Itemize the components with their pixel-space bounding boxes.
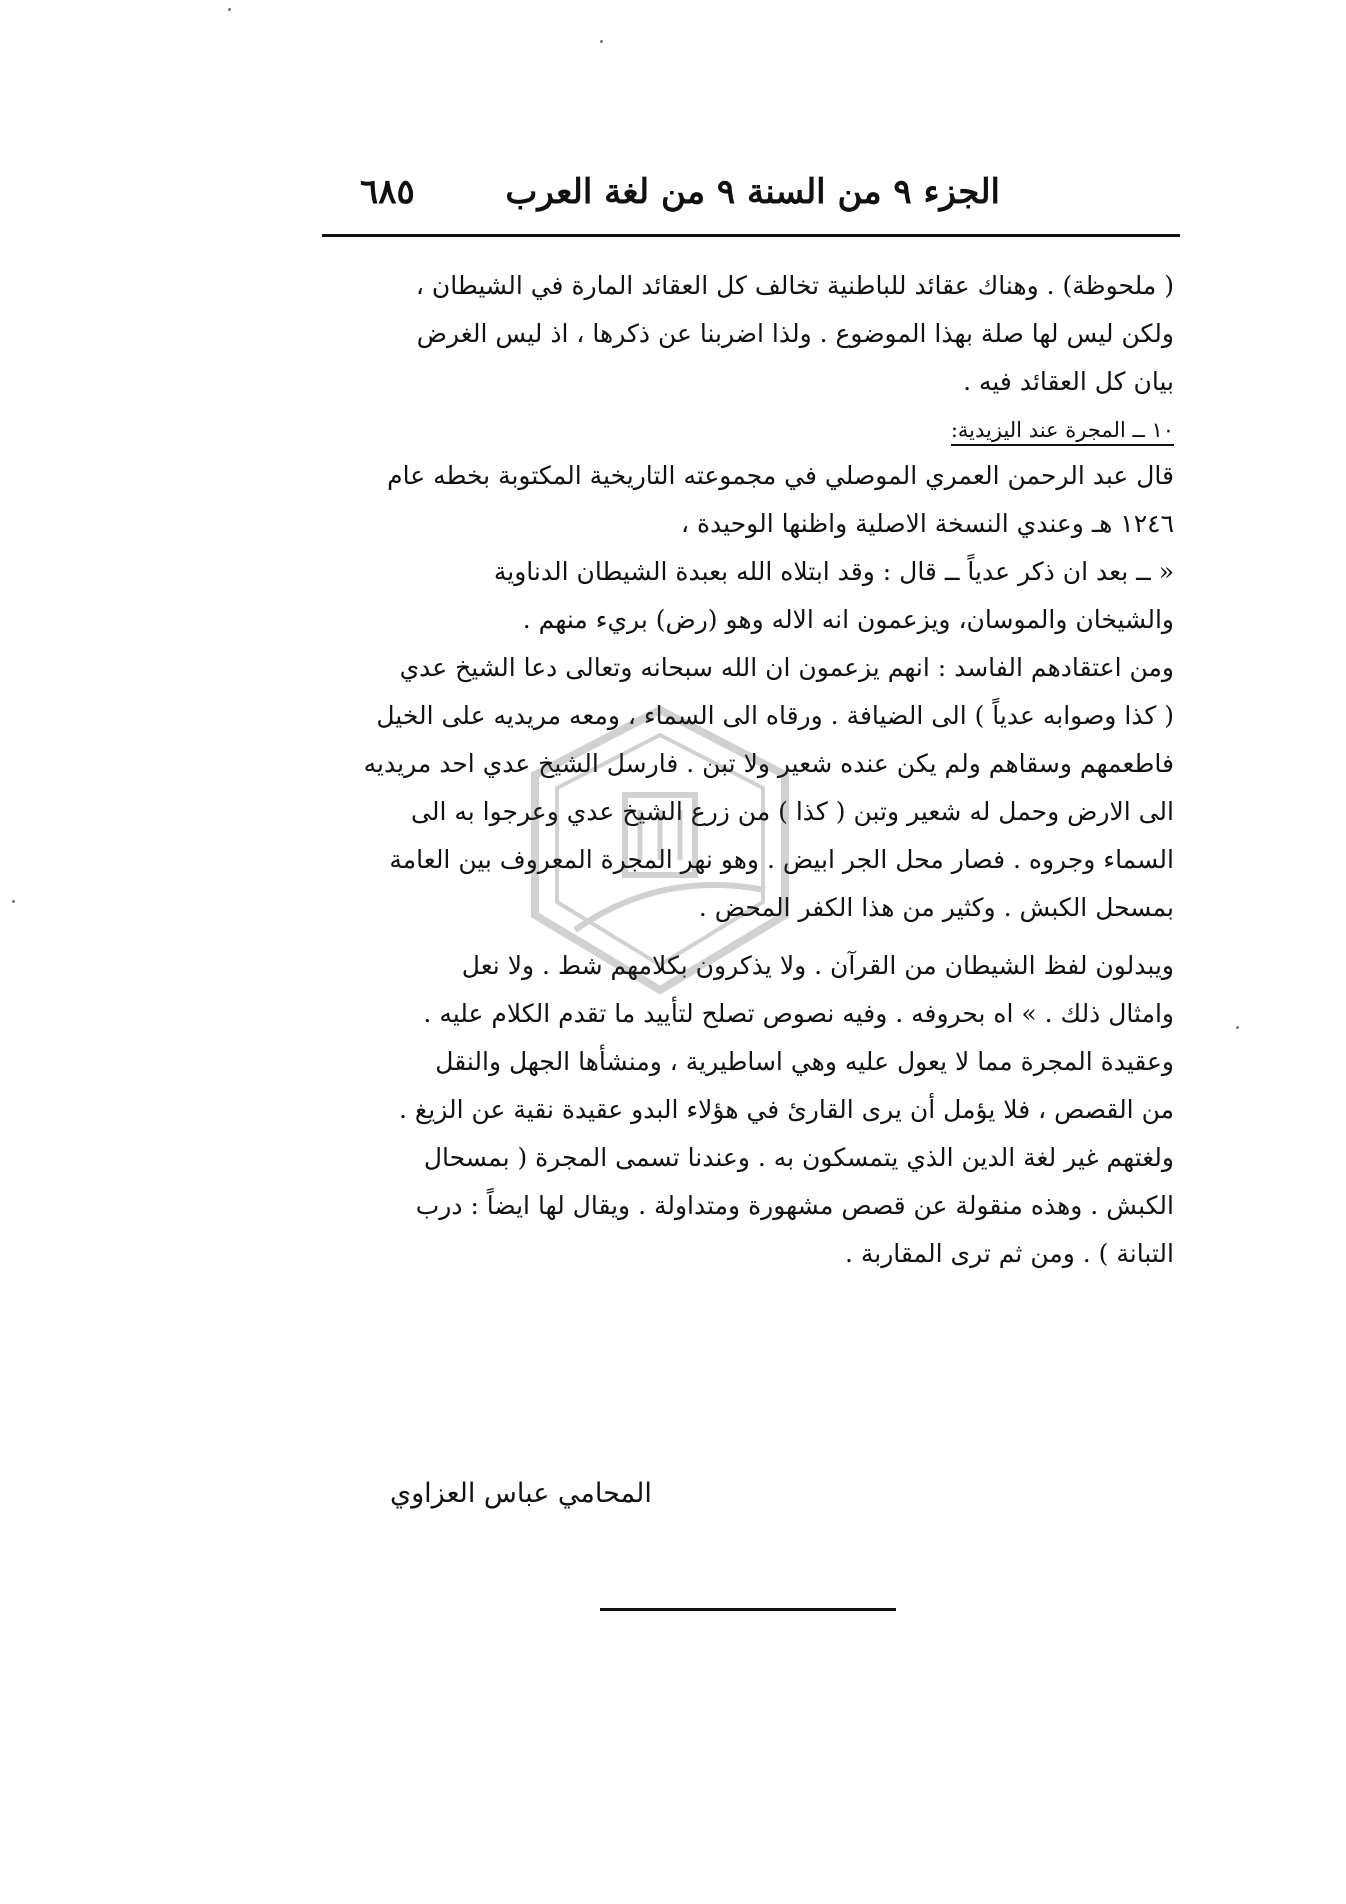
library-seal-watermark — [515, 700, 805, 1000]
text-line: ويبدلون لفظ الشيطان من القرآن . ولا يذكرون بكلامهم شط . ولا نعل — [461, 951, 1174, 980]
running-title: الجزء ٩ من السنة ٩ من لغة العرب — [505, 172, 1000, 212]
scan-speck — [600, 40, 603, 43]
section-heading-line — [322, 406, 1174, 452]
page-header — [340, 172, 1000, 222]
author-signature: المحامي عباس العزاوي — [390, 1478, 652, 1509]
text-line: ١٢٤٦ هـ وعندي النسخة الاصلية واظنها الوحيدة ، — [680, 509, 1174, 538]
text-line: الكبش . وهذه منقولة عن قصص مشهورة ومتداولة . ويقال لها ايضاً : درب — [415, 1191, 1174, 1220]
text-line: بمسحل الكبش . وكثير من هذا الكفر المحض . — [698, 893, 1174, 922]
section-heading: ١٠ ــ المجرة عند اليزيدية: — [951, 416, 1174, 446]
text-line: التبانة ) . ومن ثم ترى المقاربة . — [844, 1239, 1174, 1268]
text-line: ولكن ليس لها صلة بهذا الموضوع . ولذا اضربنا عن ذكرها ، اذ ليس الغرض — [416, 319, 1174, 348]
text-line: ومن اعتقادهم الفاسد : انهم يزعمون ان الله سبحانه وتعالى دعا الشيخ عدي — [399, 653, 1174, 682]
page-number: ٦٨٥ — [360, 172, 415, 212]
text-line: الى الارض وحمل له شعير وتبن ( كذا ) من زرع الشيخ عدي وعرجوا به الى — [411, 797, 1174, 826]
text-line: من القصص ، فلا يؤمل أن يرى القارئ في هؤلاء البدو عقيدة نقية عن الزيغ . — [399, 1095, 1174, 1124]
text-line: ولغتهم غير لغة الدين الذي يتمسكون به . وعندنا تسمى المجرة ( بمسحال — [423, 1143, 1174, 1172]
text-line: ( ملحوظة) . وهناك عقائد للباطنية تخالف كل العقائد المارة في الشيطان ، — [415, 271, 1174, 300]
scan-speck — [1236, 1026, 1239, 1029]
scan-speck — [12, 900, 15, 903]
text-line: فاطعمهم وسقاهم ولم يكن عنده شعير ولا تبن . فارسل الشيخ عدي احد مريديه — [363, 749, 1174, 778]
text-line: وعقيدة المجرة مما لا يعول عليه وهي اساطيرية ، ومنشأها الجهل والنقل — [435, 1047, 1174, 1076]
text-line: ( كذا وصوابه عدياً ) الى الضيافة . ورقاه الى السماء ، ومعه مريديه على الخيل — [376, 701, 1174, 730]
text-line: قال عبد الرحمن العمري الموصلي في مجموعته التاريخية المكتوبة بخطه عام — [387, 461, 1174, 490]
header-rule — [322, 234, 1180, 237]
text-line: « ــ بعد ان ذكر عدياً ــ قال : وقد ابتلاه الله بعبدة الشيطان الدناوية — [493, 557, 1174, 586]
text-line: والشيخان والموسان، ويزعمون انه الاله وهو (رض) بريء منهم . — [522, 605, 1174, 634]
text-line: السماء وجروه . فصار محل الجر ابيض . وهو نهر المجرة المعروف بين العامة — [389, 845, 1174, 874]
end-rule — [600, 1608, 896, 1611]
scan-speck — [228, 8, 231, 11]
text-line: بيان كل العقائد فيه . — [963, 367, 1174, 396]
text-line: وامثال ذلك . » اه بحروفه . وفيه نصوص تصلح لتأييد ما تقدم الكلام عليه . — [423, 999, 1174, 1028]
